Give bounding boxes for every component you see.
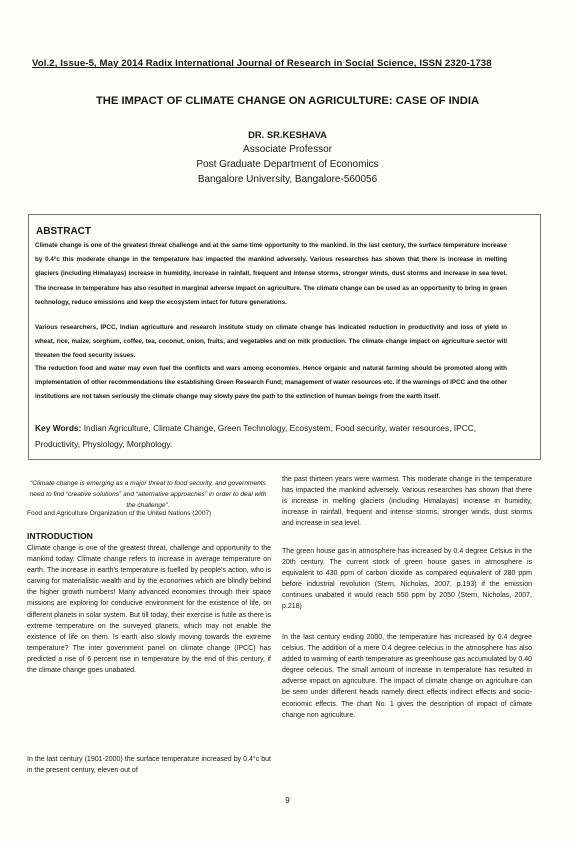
right-paragraph-3: In the last century ending 2000, the temperature has increased by 0.4 degree celsius. The addition of a mere 0.4 degree celecius in the atmosphere has also added to warming of earth temperature as greenhouse gas accumulated by 0.40 degree celecius. The small amount of increase in temperature has resulted in adverse impact on agriculture. The impact of climate change on agriculture can be seen under different heads namely direct effects indirect effects and socio-economic effects. The chart No. 1 gives the description of impact of climate change non agriculture.	[282, 634, 532, 719]
page-number: 9	[285, 796, 290, 805]
introduction-heading: INTRODUCTION	[27, 531, 93, 541]
epigraph-source: Food and Agriculture Organization of the United Nations (2007)	[27, 510, 212, 517]
author-affiliation: Bangalore University, Bangalore-560056	[197, 174, 378, 185]
abstract-paragraph-3: The reduction food and water may even fuel the conflicts and wars among economies. Hence organic and natural farming should be promoted along with implementation of other recommendations like establishing Green Research Fund; management of water resources etc. if the warnings of IPCC and the other institutions are not taken seriously the climate change may slowly pave the path to the extinction of human beings from the earth itself.	[35, 365, 507, 401]
abstract-heading: ABSTRACT	[36, 226, 91, 237]
author-department: Post Graduate Department of Economics	[196, 159, 379, 170]
abstract-paragraph-2: Various researchers, IPCC, Indian agriculture and research institute study on climate change has indicated reduction in productivity and loss of yield in wheat, rice, maize, sorghum, coffee, tea, coconut, onion, fruits, and vegetables and on milk production. The climate change impact on agriculture sector will threaten the food security issues.	[35, 324, 507, 360]
paper-title: THE IMPACT OF CLIMATE CHANGE ON AGRICULTURE: CASE OF INDIA	[95, 95, 480, 107]
epigraph-quote: “Climate change is emerging as a major threat to food security, and governments need to find “creative solutions” and “alternative approaches” in order to deal with the challenge”.	[29, 480, 267, 509]
keywords	[35, 420, 513, 452]
abstract-paragraph-1: Climate change is one of the greatest threat challenge and at the same time opportunity to the mankind. In the last century, the surface temperature increase by 0.4°c this moderate change in the temperature has impacted the mankind adversely. Various researches has shown that there is increase in melting glaciers (including Himalayas) increase in humidity, increase in rainfall, frequent and intense storms, stronger winds, dust storms and increase in sea level. The increase in temperature has also resulted in marginal adverse impact on agriculture. The climate change can be used as an opportunity to bring in green technology, reduce emissions and keep the ecosystem intact for future generations.	[35, 242, 507, 306]
author-position: Associate Professor	[243, 144, 332, 155]
keywords-text: Indian Agriculture, Climate Change, Green Technology, Ecosystem, Food security, water resources, IPCC, Productivity, Physiology, Morphology.	[35, 423, 477, 449]
author-name: DR. SR.KESHAVA	[248, 129, 327, 140]
journal-header: Vol.2, Issue-5, May 2014 Radix International Journal of Research in Social Science, ISSN 2320-1738	[32, 58, 492, 69]
intro-paragraph-1: Climate change is one of the greatest threat, challenge and opportunity to the mankind today. Climate change refers to increase in average temperature on earth. The increase in earth's temperature is fuelled by people's action, who is carving for materialistic wealth and by the economies which are blindly behind the higher growth numbers! Many advanced economies through their space missions are exploring for conducive environment for the existence of life, on different planets in solar system. But till today, their exercise is futile as there is extreme temperature on the surveyed planets, which may not enable the existence of life on them. Is earth also slowly moving towards the extreme temperature? The inter government panel on climate change (IPCC) has predicted a rise of 6 percent rise in temperature by the end of this century, if the climate change goes unabated.	[27, 545, 271, 675]
intro-paragraph-2: In the last century (1901-2000) the surface temperature increased by 0.4°c but in the present century, eleven out of	[27, 756, 271, 775]
right-paragraph-2: The green house gas in atmosphere has increased by 0.4 degree Celsius in the 20th century. The current stock of green house gases in atmosphere is equivalent to 430 ppm of carbon dioxide as compared equivalent of 280 ppm before industrial revolution (Stern, Nicholas, 2007, p.193) if the emission continues unabated it would reach 550 ppm by 2050 (Stern, Nicholas, 2007, p.218)	[282, 548, 532, 611]
keywords-label: Key Words:	[35, 423, 82, 433]
right-paragraph-1: the past thirteen years were warmest. This moderate change in the temperature has impacted the mankind adversely. Various researches has shown that there is increase in melting glaciers (including Himalayas) increase in humidity, increase in rainfall, frequent and intense storms, stronger winds, dust storms and increase in sea level.	[282, 476, 532, 528]
